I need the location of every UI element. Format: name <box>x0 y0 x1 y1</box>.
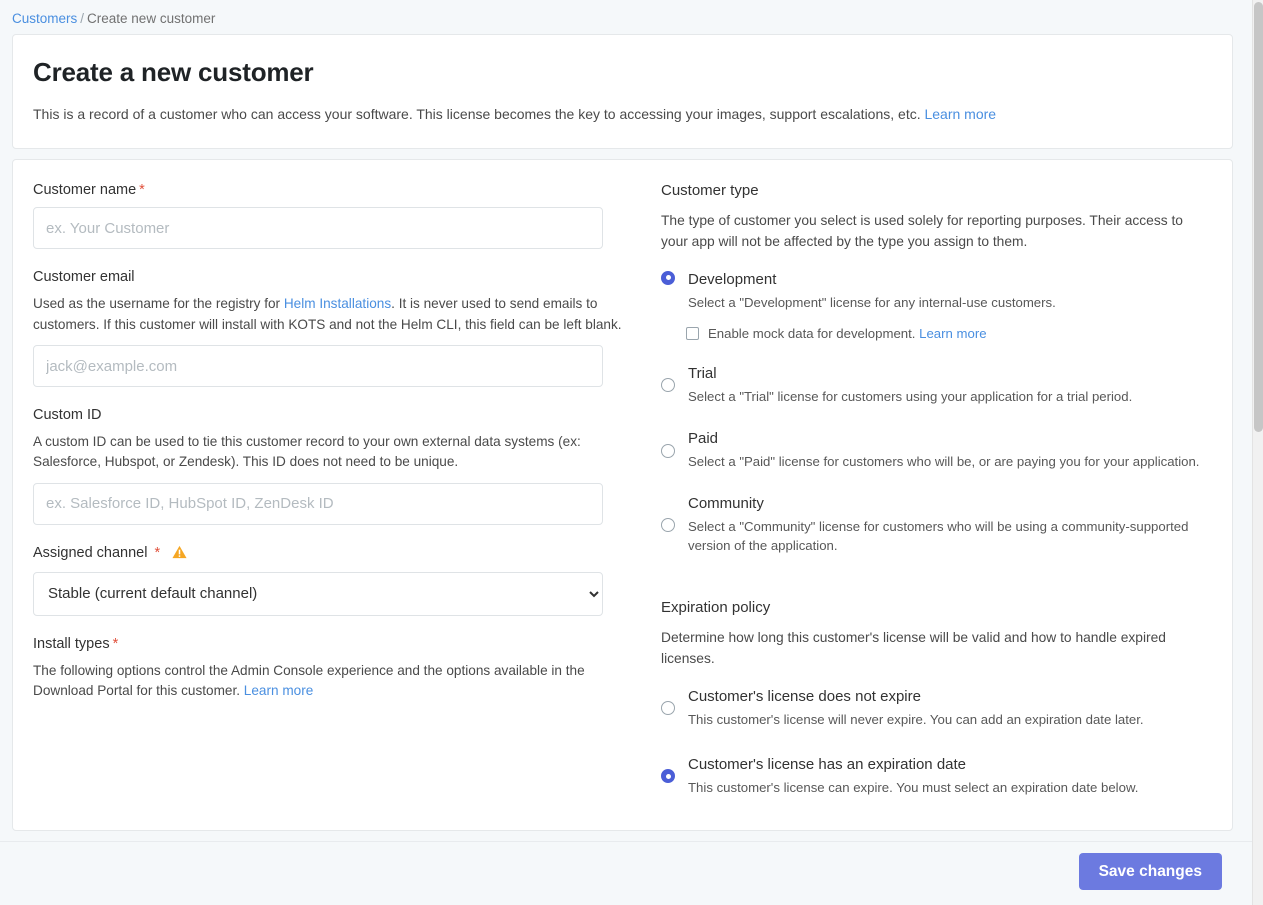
spacer <box>661 341 1212 365</box>
customer-name-required-marker: * <box>139 182 145 199</box>
expiration-option-never[interactable] <box>661 688 1212 729</box>
customer-type-trial-title: Trial <box>688 364 717 382</box>
breadcrumb <box>0 0 1263 34</box>
assigned-channel-label-text: Assigned channel <box>33 544 148 561</box>
header-card <box>12 34 1233 149</box>
customer-email-help-part1: Used as the username for the registry for <box>33 296 284 312</box>
custom-id-help: A custom ID can be used to tie this customer record to your own external data systems (ex: Salesforce, Hubspot, or Zendesk). This ID does not need to be unique. <box>33 434 581 470</box>
customer-type-development-desc: Select a "Development" license for any internal-use customers. <box>688 294 1056 310</box>
spacer <box>661 420 1212 430</box>
customer-type-option-paid[interactable] <box>661 430 1212 471</box>
expiration-never-body <box>688 688 1212 729</box>
form-right-column <box>661 182 1212 810</box>
install-types-required-marker: * <box>112 635 119 652</box>
custom-id-input[interactable] <box>33 483 603 525</box>
expiration-never-title: Customer's license does not expire <box>688 687 921 705</box>
spacer <box>661 743 1212 756</box>
mock-data-label-text: Enable mock data for development. <box>708 325 916 341</box>
customer-email-label: Customer email <box>33 269 135 286</box>
expiration-policy-title: Expiration policy <box>661 599 771 617</box>
radio-paid[interactable] <box>661 444 675 458</box>
install-types-help-text: The following options control the Admin Console experience and the options available in the Download Portal for this customer. <box>33 662 585 699</box>
assigned-channel-label <box>33 545 623 563</box>
customer-type-community-desc: Select a "Community" license for customers who will be using a community-supported version of the application. <box>688 519 1189 554</box>
expiration-never-desc: This customer's license will never expire. You can add an expiration date later. <box>688 711 1144 727</box>
customer-type-community-body <box>688 495 1212 555</box>
customer-email-input[interactable] <box>33 345 603 387</box>
breadcrumb-link-customers[interactable]: Customers <box>12 11 78 26</box>
mock-data-learn-more-link[interactable]: Learn more <box>919 325 987 341</box>
customer-type-community-title: Community <box>688 495 764 513</box>
mock-data-label <box>708 326 987 341</box>
footer-bar <box>0 841 1252 905</box>
mock-data-checkbox-row[interactable] <box>686 326 1212 341</box>
helm-installations-link[interactable]: Helm Installations <box>283 296 392 312</box>
customer-type-option-community[interactable] <box>661 495 1212 555</box>
header-description <box>33 104 1202 124</box>
customer-email-field <box>33 269 623 387</box>
breadcrumb-current: Create new customer <box>87 11 216 26</box>
install-types-label <box>33 636 623 652</box>
page-title: Create a new customer <box>33 57 314 87</box>
customer-type-paid-desc: Select a "Paid" license for customers who will be, or are paying you for your application. <box>688 453 1200 469</box>
spacer <box>661 569 1212 599</box>
custom-id-field <box>33 407 623 525</box>
warning-icon <box>172 545 187 563</box>
customer-name-label <box>33 182 623 198</box>
customer-email-help <box>33 294 623 335</box>
expiration-has-date-title: Customer's license has an expiration date <box>688 755 967 773</box>
expiration-policy-description: Determine how long this customer's license will be valid and how to handle expired licenses. <box>661 630 1166 667</box>
save-changes-button[interactable]: Save changes <box>1079 853 1222 890</box>
assigned-channel-field <box>33 545 623 616</box>
header-description-text: This is a record of a customer who can access your software. This license becomes the key to accessing your images, support escalations, etc. <box>33 106 921 122</box>
page-scrollbar-thumb[interactable] <box>1254 2 1263 432</box>
expiration-option-has-date[interactable] <box>661 756 1212 797</box>
customer-name-input[interactable] <box>33 207 603 249</box>
expiration-has-date-desc: This customer's license can expire. You must select an expiration date below. <box>688 779 1139 795</box>
customer-type-paid-body <box>688 430 1212 471</box>
install-types-help <box>33 661 623 702</box>
radio-license-never-expires[interactable] <box>661 701 675 715</box>
customer-type-development-title: Development <box>688 270 777 288</box>
install-types-label-text: Install types <box>33 635 110 652</box>
customer-type-trial-body <box>688 365 1212 406</box>
radio-trial[interactable] <box>661 378 675 392</box>
radio-community[interactable] <box>661 518 675 532</box>
radio-license-has-expiration[interactable] <box>661 769 675 783</box>
page-scrollbar[interactable] <box>1252 0 1263 905</box>
customer-type-option-development[interactable] <box>661 271 1212 312</box>
install-types-field <box>33 636 623 702</box>
expiration-has-date-body <box>688 756 1212 797</box>
form-left-column <box>33 182 623 810</box>
customer-type-development-body <box>688 271 1212 312</box>
customer-email-help-part2: . It is never used to send emails to customers. If this customer will install with KOTS and not the Helm CLI, this field can be left blank. <box>33 296 622 332</box>
custom-id-label: Custom ID <box>33 407 102 424</box>
customer-type-trial-desc: Select a "Trial" license for customers using your application for a trial period. <box>688 388 1133 404</box>
customer-name-field <box>33 182 623 249</box>
spacer <box>661 485 1212 495</box>
install-types-learn-more-link[interactable]: Learn more <box>243 683 314 699</box>
customer-type-description: The type of customer you select is used solely for reporting purposes. Their access to your app will not be affected by the type you assign to them. <box>661 213 1183 249</box>
customer-type-paid-title: Paid <box>688 429 719 447</box>
customer-type-option-trial[interactable] <box>661 365 1212 406</box>
customer-form-card <box>12 159 1233 831</box>
mock-data-checkbox[interactable] <box>686 327 699 340</box>
header-learn-more-link[interactable]: Learn more <box>924 106 997 122</box>
breadcrumb-separator: / <box>80 11 85 26</box>
customer-type-title: Customer type <box>661 182 759 200</box>
customer-name-label-text: Customer name <box>33 182 137 199</box>
assigned-channel-required-marker: * <box>154 544 161 561</box>
assigned-channel-select[interactable] <box>33 572 603 616</box>
radio-development[interactable] <box>661 271 675 285</box>
